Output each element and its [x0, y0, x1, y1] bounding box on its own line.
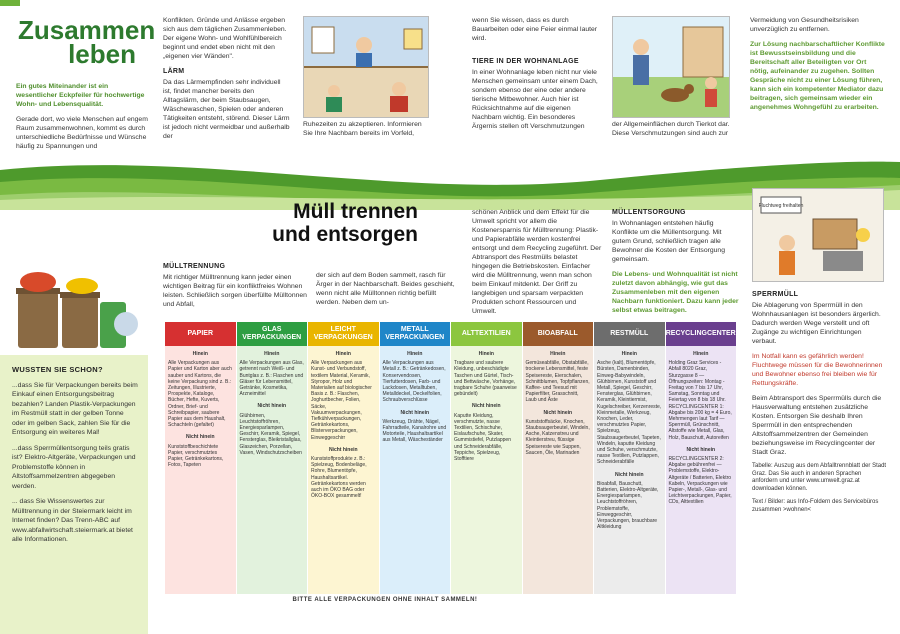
- bin-hinein-text: Asche (kalt), Blumentöpfe, Bürsten, Damenbinden, Einweg-Babywindeln, Glühbirnen, Kunststoff und Metall, Spiegel, Geschirr, Fensterglas, Glühbirnen, Keramik, Kleintiermist, Kugelschreiber, Kerzenreste, Kleinmetalle, Werkzeug, Knochen, Leder, verschmutztes Papier, Spielzeug, Staubsaugerbeutel, Tapeten, Windeln, kaputte Kleidung und Schuhe, verschmutzte, nasse Textilien, Putzlappen, Schneiderabfälle: [597, 360, 662, 466]
- bin-header-6: RESTMÜLL: [594, 322, 665, 346]
- bin-hinein-label: Hinein: [550, 351, 566, 357]
- dog-walker-illustration: [612, 16, 730, 118]
- gesundheit-text: Vermeidung von Gesundheitsrisiken unverzüglich zu entfernen.: [750, 17, 859, 33]
- bin-nicht-text: Werkzeug, Drähte, Nägel, Fahrradteile, Kanalrohre und Motorteile, Haushaltsartikel aus Metall, Wäscheständer: [382, 418, 447, 444]
- bin-nicht-label: Nicht hinein: [328, 446, 358, 453]
- bin-header-5: BIOABFALL: [523, 322, 594, 346]
- bin-header-0: PAPIER: [165, 322, 236, 346]
- laerm-column: [163, 16, 291, 147]
- bin-nicht-label: Nicht hinein: [400, 409, 430, 416]
- bin-hinein-text: Holding Graz Services - Abfall 8020 Graz, Sturzgasse 8 — Öffnungszeiten: Montag - Freitag von 7 bis 17 Uhr, Samstag, Sonntag und Feiertag von 8 bis 18 Uhr. RECYCLINGCENTER 1: Abgabe bis 200 kg = 4 Euro, Mehrmengen laut Tarif — Sperrmüll, Grünschnitt, Altstoffe wie Metall, Glas, Holz, Bauschutt, Autoreifen: [668, 360, 732, 441]
- muelltrennung-heading: MÜLLTRENNUNG: [163, 263, 226, 270]
- intro-text: Ein gutes Miteinander ist ein wesentlicher Eckpfeiler für hochwertige Wohn- und Lebensqualität.: [16, 83, 145, 108]
- bin-hinein-label: Hinein: [478, 351, 494, 357]
- bin-column-7: [666, 346, 737, 594]
- bin-nicht-text: Bioabfall, Bauschutt, Batterien, Elektro-Altgeräte, Energiesparlampen, Leuchtstoffröhren, Problemstoffe, Einweggeschirr, Verpackungen, brauchbare Altkleidung: [597, 480, 659, 531]
- bin-hinein-text: Tragbare und saubere Kleidung, unbeschädigte Taschen und Gürtel, Tisch- und Bettwäsche, Vorhänge, tragbare Schuhe (paarweise gebündelt): [454, 360, 517, 398]
- page-title: [18, 15, 156, 69]
- info-sidebar: [0, 355, 148, 634]
- tierkot-text: der Allgemeinflächen durch Tierkot dar. Diese Verschmutzungen sind auch zur: [612, 121, 730, 137]
- bin-hinein-text: Alle Verpackungen aus Metall z. B.: Getränkedosen, Konservendosen, Tierfutterdosen, Farb- und Lackdosen, Metalltuben, Metalldeckel, Deckelfolien, Schraubverschlüsse: [382, 360, 446, 404]
- tiere-text: In einer Wohnanlage leben nicht nur viele Menschen gemeinsam unter einem Dach, sondern ebenso der eine oder andere tierische Mitbewohner. Auch hier ist Rücksichtnahme auf die eigenen Nachbarn wichtig. Ein besonderes Ärgernis stellen oft Verschmutzungen: [472, 69, 598, 130]
- muell-title-line-2: und entsorgen: [272, 223, 418, 246]
- konflikt-loesung-column: [750, 16, 886, 118]
- muell-title: [258, 200, 418, 246]
- bin-hinein-label: Hinein: [621, 351, 637, 357]
- bin-nicht-text: Kunststoffprodukte z. B.: Spielzeug, Bodenbeläge, Rohre, Blumentöpfe, Haushaltsartikel. Getränkekartons werden auch im ÖKO BAG oder ÖKO-BOX gesammelt!: [311, 456, 367, 500]
- muellentsorgung-heading: MÜLLENTSORGUNG: [612, 209, 686, 216]
- intro-body: Gerade dort, wo viele Menschen auf engem Raum zusammenwohnen, kommt es durch unterschiedliche Bedürfnisse und Wünsche häufig zu Spannungen und: [16, 116, 148, 150]
- sperrmuell-text-3: Beim Abtransport des Sperrmülls durch die Hausverwaltung entstehen zusätzliche Kosten. Entsorgen Sie deshalb Ihren Sperrmüll in den entsprechenden Altstoffsammelzentren der Gemeinden beziehungsweise im Recyclingcenter der Stadt Graz.: [752, 395, 882, 456]
- bin-nicht-label: Nicht hinein: [614, 471, 644, 478]
- bin-hinein-text: Alle Verpackungen aus Glas, getrennt nach Weiß- und Buntglas z. B.: Flaschen und Gläser für Lebensmittel, Getränke, Kosmetika, Arzneimittel: [239, 360, 304, 398]
- wohnqualitaet-text: Die Lebens- und Wohnqualität ist nicht zuletzt davon abhängig, wie gut das Zusammenleben mit den eigenen Nachbarn funktioniert. Dazu kann jeder selbst etwas beitragen.: [612, 271, 739, 314]
- bin-hinein-text: Gemüseabfälle, Obstabfälle, trockene Lebensmittel, feste Speisereste, Eierschalen, Schnittblumen, Topfpflanzen, Kaffee- und Teesud mit Papierfilter, Grasschnitt, Laub und Äste: [525, 360, 590, 404]
- sidebar-p2: ...dass Sperrmüllentsorgung teils gratis ist? Elektro-Altgeräte, Verpackungen und Problemstoffe können in Altstoffsammelzentren abgegeben werden.: [12, 444, 136, 490]
- bin-hinein-label: Hinein: [693, 351, 709, 357]
- trash-bins-illustration: [10, 262, 150, 354]
- apartment-illustration: [303, 16, 429, 118]
- konflikte-text: Konflikten. Gründe und Anlässe ergeben sich aus dem täglichen Zusammenleben. Der eigene Wohn- und Wohlfühlbereich beginnt und endet eben nicht mit den „eigenen vier Wänden".: [163, 17, 287, 60]
- loesung-text: Zur Lösung nachbarschaftlicher Konflikte ist Bewusstseinsbildung und die Bereitschaft aller Beteiligten vor Ort nötig, aufeinander zu zugehen. Sollten Gespräche nicht zu einer Lösung führen, kann sich ein kompetenter Mediator dazu beitragen, sich gemeinsam wieder ein angenehmes Wohngefühl zu erarbeiten.: [750, 41, 885, 111]
- bin-column-6: [594, 346, 665, 594]
- intro-column: [16, 82, 148, 157]
- sidebar-p1: ...dass Sie für Verpackungen bereits beim Einkauf einen Entsorgungsbeitrag bezahlen? Landen Plastik-Verpackungen im Restmüll statt in der gelben Tonne oder im gelben Sack, zahlen Sie für die Entsorgung ein weiteres Mal!: [12, 381, 138, 436]
- sperrmuell-text-1: Die Ablagerung von Sperrmüll in den Wohnhausanlagen ist besonders ärgerlich. Dadurch werden Wege verstellt und oft Zugänge zu wichtigen Einrichtungen verbaut.: [752, 302, 881, 345]
- bin-hinein-label: Hinein: [192, 351, 208, 357]
- kostenersparnis-text: schönen Anblick und dem Effekt für die Umwelt spricht vor allem die Kostenersparnis für Mülltrennung: Plastik- und Papierabfälle werden kostenfrei entsorgt und dem Recycling zugeführt. Der Abtransport des Restmülls belastet hingegen die Betriebskosten. Einfacher wird die Mülltrennung, wenn man schon beim Einkauf mitdenkt. Der Griff zu langlebigen und sparsam verpackten Produkten schont Ressourcen und Umwelt.: [472, 209, 602, 315]
- bin-nicht-text: Kaputte Kleidung, verschmutzte, nasse Textilien, Schischuhe, Eislaufschuhe, Skater, Gummistiefel, Putzlappen und Schneiderabfälle, Teppiche, Spielzeug, Stofftiere: [454, 412, 511, 463]
- ruhezeiten-caption: Ruhezeiten zu akzeptieren. Informieren Sie Ihre Nachbarn bereits im Vorfeld,: [303, 121, 422, 137]
- bin-hinein-text: Alle Verpackungen aus Kunst- und Verbundstoff, textilem Material, Keramik, Styropor, Holz und Materialien auf biologischer Basis z. B.: Flaschen, Joghurtbecher, Folien, Säcke, Vakuumverpackungen, Tiefkühlverpackungen, Getränkekartons, Blisterverpackungen, Einweggeschirr: [311, 360, 372, 441]
- tabelle-note: Tabelle: Auszug aus dem Abfalltrennblatt der Stadt Graz. Das Sie auch in anderen Sprachen anfordern und unter www.umwelt.graz.at downloaden können.: [752, 463, 887, 492]
- bin-nicht-text: Glühbirnen, Leuchtstoffröhren, Energiesparlampen, Geschirr, Keramik, Spiegel, Fensterglas, Bleikristallglas, Glaszeichen, Porzellan, Vasen, Windschutzscheiben: [239, 412, 302, 456]
- tiere-column: [472, 16, 600, 137]
- muelltrennung-column: [163, 262, 308, 315]
- laerm-text: Da das Lärmempfinden sehr individuell ist, findet mancher bereits den Alltagslärm, der beim Staubsaugen, Wäschewaschen, Spielen oder anderen Tätigkeiten entsteht, störend. Dieser Lärm ist jedoch nicht vermeidbar und außerhalb der: [163, 79, 290, 140]
- bin-nicht-label: Nicht hinein: [686, 446, 716, 453]
- bin-column-3: [380, 346, 451, 594]
- sperrmuell-column: [752, 290, 888, 520]
- bin-nicht-label: Nicht hinein: [185, 434, 215, 441]
- laerm-heading: LÄRM: [163, 68, 185, 75]
- muellentsorgung-column: [612, 208, 740, 321]
- sidebar-p3: ... dass Sie Wissenswertes zur Mülltrennung in der Steiermark leicht im Internet finden? Das Trenn-ABC auf www.abfallwirtschaft.steiermark.at bietet alle Informationen.: [12, 498, 133, 543]
- muellentsorgung-text: In Wohnanlagen entstehen häufig Konflikte um die Müllentsorgung. Mit gutem Grund, schließlich tragen alle Bewohner die Kosten der Entsorgung gemeinsam.: [612, 220, 725, 263]
- bin-hinein-text: Alle Verpackungen aus Papier und Karton aber auch sauber und Kartons, die keine Verpackung sind z. B.: Zeitungen, Illustrierte, Prospekte, Kataloge, Bücher, Hefte, Kuverts, Ordner, Brief- und Schreibpapier, saubere Papier aus dem Haushalt, Schachteln (gefaltet): [168, 360, 232, 429]
- sperrmuell-illustration: [752, 188, 884, 282]
- bin-nicht-text: RECYCLINGCENTER 2: Abgabe gebührenfrei — Problemstoffe, Elektro-Altgeräte / Batterien, Elektro Kabeln, Verpackungen wie Papier-, Metall-, Glas- und Leichtverpackungen, Papier, CDs, Alttextilien: [668, 456, 732, 506]
- bin-nicht-label: Nicht hinein: [471, 403, 501, 410]
- muell-title-line-1: Müll trennen: [293, 200, 418, 223]
- bin-column-5: [523, 346, 594, 594]
- bin-nicht-label: Nicht hinein: [543, 409, 573, 416]
- title-line-1: Zusammen: [18, 15, 156, 45]
- kostenersparnis-column: [472, 208, 602, 322]
- bin-nicht-label: Nicht hinein: [257, 403, 287, 410]
- muelltrennung-column-2: [316, 271, 456, 313]
- tiere-heading: TIERE IN DER WOHNANLAGE: [472, 58, 579, 65]
- muelltrennung-text-b: der sich auf dem Boden sammelt, rasch für Ärger in der Nachbarschaft. Beides geschieht, wenn nicht alle Mülltonnen richtig befüllt werden. Neben dem un-: [316, 272, 455, 306]
- bin-column-4: [451, 346, 522, 594]
- title-line-2: leben: [68, 39, 136, 69]
- footer-note: BITTE ALLE VERPACKUNGEN OHNE INHALT SAMMELN!: [292, 597, 478, 603]
- sperrmuell-heading: SPERRMÜLL: [752, 291, 799, 298]
- bin-nicht-text: Kunststoffsäcke, Knochen, Staubsaugerbeutel, Windeln, Asche, Katzenstreu und Kleintierstreu, flüssige Speisereste wie Suppen, Saucen, Öle, Marinaden: [525, 418, 590, 456]
- sperrmuell-text-2: Im Notfall kann es gefährlich werden! Fluchtwege müssen für die Bewohnerinnen und Bewohner ebenso frei bleiben wie für Rettungskräfte.: [752, 353, 883, 387]
- bin-column-2: [308, 346, 379, 594]
- bin-hinein-label: Hinein: [407, 351, 423, 357]
- bin-column-1: [237, 346, 308, 594]
- sign-text: Fluchtweg freihalten: [758, 203, 804, 209]
- bin-header-2: LEICHT VERPACKUNGEN: [308, 322, 379, 346]
- bin-header-4: ALTTEXTILIEN: [451, 322, 522, 346]
- quelle-note: Text / Bilder: aus Info-Foldern des Servicebüros zusammen >wohnen<: [752, 499, 879, 513]
- sidebar-heading: WUSSTEN SIE SCHON?: [12, 365, 103, 374]
- bin-hinein-label: Hinein: [335, 351, 351, 357]
- bin-hinein-label: Hinein: [264, 351, 280, 357]
- top-green-bar: [0, 0, 20, 6]
- feier-text: wenn Sie wissen, dass es durch Bauarbeiten oder eine Feier einmal lauter wird.: [472, 17, 598, 42]
- bin-header-3: METALL VERPACKUNGEN: [380, 322, 451, 346]
- bin-header-7: RECYCLINGCENTER: [666, 322, 737, 346]
- sidebar-content: [12, 365, 138, 551]
- bin-column-0: [165, 346, 236, 594]
- bin-nicht-text: Kunststoffbeschichtete Papier, verschmutztes Papier, Getränkekartons, Fotos, Tapeten: [168, 443, 224, 469]
- muelltrennung-text-a: Mit richtiger Mülltrennung kann jeder einen wichtigen Beitrag für ein konfliktfreies Wohnen leisten. Schließlich sorgen überfüllte Mülltonnen und Abfall,: [163, 274, 307, 308]
- bin-header-1: GLAS VERPACKUNGEN: [237, 322, 308, 346]
